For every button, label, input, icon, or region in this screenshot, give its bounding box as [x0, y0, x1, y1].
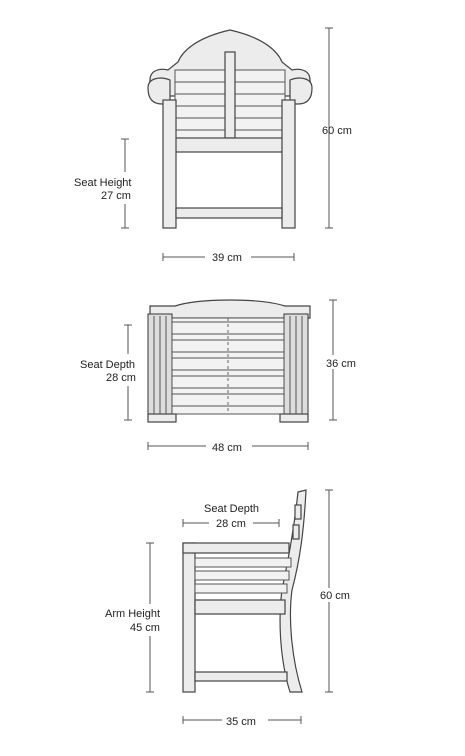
side-seat-depth-value: 28 cm: [216, 518, 246, 530]
front-center-splat: [225, 52, 235, 138]
seat-height-title: Seat Height: [74, 177, 132, 189]
side-slat: [195, 558, 291, 567]
side-front-leg: [183, 543, 195, 692]
front-leg-right: [282, 100, 295, 228]
side-slat: [195, 584, 287, 593]
side-seat-depth-title: Seat Depth: [204, 503, 260, 515]
top-view: [76, 300, 364, 454]
front-stretcher: [176, 208, 282, 218]
front-leg-left: [163, 100, 176, 228]
front-height-label: 60 cm: [322, 125, 352, 137]
top-foot-left: [148, 414, 176, 422]
side-arm-height-title: Arm Height: [105, 608, 161, 620]
side-height-label: 60 cm: [320, 590, 350, 602]
top-width-label: 48 cm: [212, 442, 242, 454]
top-seat-depth-value: 28 cm: [106, 372, 136, 384]
front-view: [70, 28, 352, 264]
front-seat-rail: [168, 138, 292, 152]
side-view: [102, 490, 358, 728]
side-back-slat: [293, 525, 299, 539]
side-arm-height-value: 45 cm: [130, 622, 160, 634]
front-width-label: 39 cm: [212, 252, 242, 264]
top-foot-right: [280, 414, 308, 422]
side-back-slat: [295, 505, 301, 519]
top-seat-depth-title: Seat Depth: [80, 359, 136, 371]
side-stretcher: [195, 672, 287, 681]
seat-height-value: 27 cm: [101, 190, 131, 202]
side-slat: [195, 571, 289, 580]
top-depth-label: 36 cm: [326, 358, 356, 370]
side-seat-rail: [195, 600, 285, 614]
side-arm: [183, 543, 289, 553]
side-depth-label: 35 cm: [226, 716, 256, 728]
